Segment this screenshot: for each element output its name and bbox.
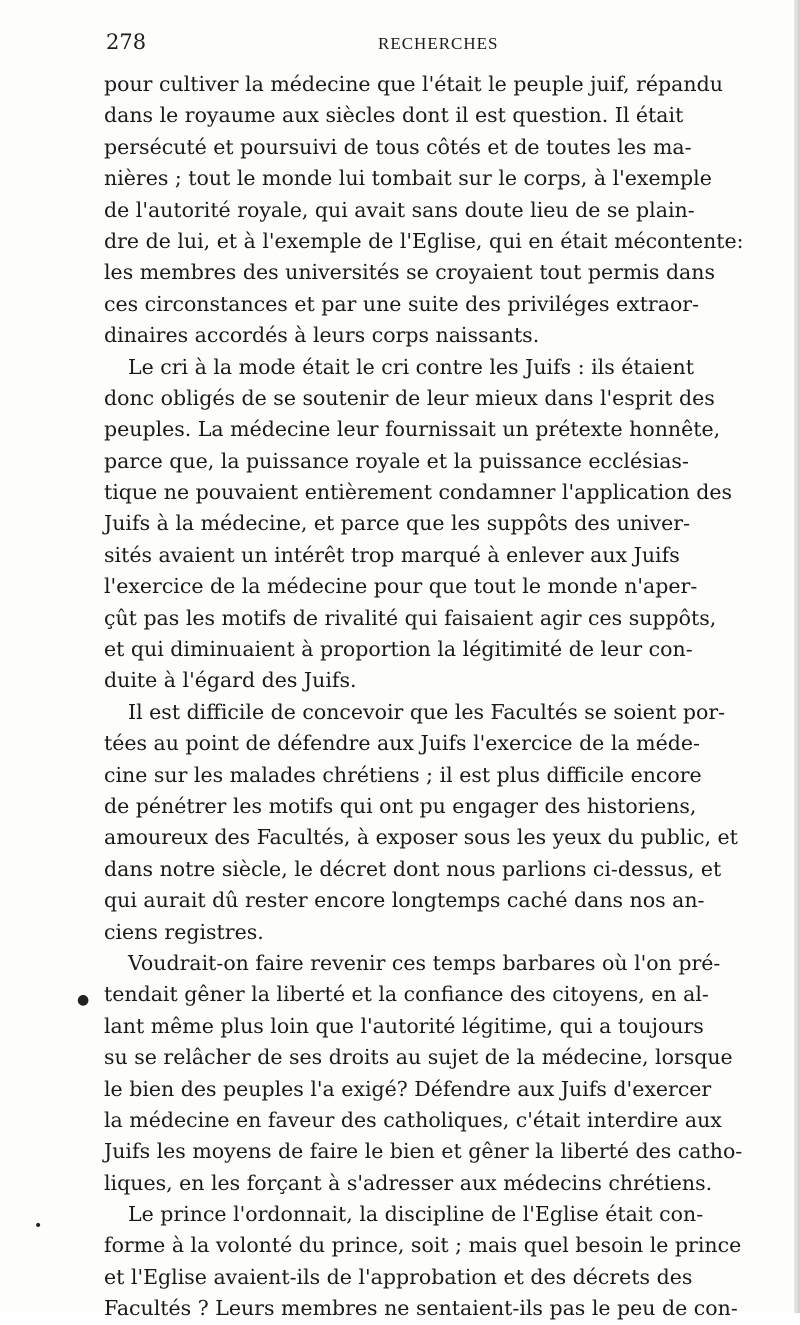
page-number: 278 bbox=[106, 30, 147, 54]
text-line: tique ne pouvaient entièrement condamner l'application des bbox=[104, 480, 733, 505]
text-line: Juifs à la médecine, et parce que les suppôts des univer- bbox=[104, 511, 691, 536]
text-line: su se relâcher de ses droits au sujet de la médecine, lorsque bbox=[104, 1045, 733, 1070]
page-header bbox=[106, 30, 766, 64]
text-line: tendait gêner la liberté et la confiance des citoyens, en al- bbox=[104, 982, 709, 1007]
page-edge-shadow bbox=[794, 0, 800, 1313]
running-title: RECHERCHES bbox=[378, 34, 499, 53]
text-line: de pénétrer les motifs qui ont pu engager des historiens, bbox=[104, 793, 697, 818]
text-line: cine sur les malades chrétiens ; il est plus difficile encore bbox=[104, 762, 702, 787]
margin-dot-mark: ● bbox=[77, 992, 90, 1008]
text-line: lant même plus loin que l'autorité légitime, qui a toujours bbox=[104, 1013, 704, 1038]
text-line: Juifs les moyens de faire le bien et gêner la liberté des catho- bbox=[104, 1139, 743, 1164]
text-line: dans notre siècle, le décret dont nous parlions ci-dessus, et bbox=[104, 856, 722, 881]
text-line: sités avaient un intérêt trop marqué à enlever aux Juifs bbox=[104, 542, 680, 567]
text-line: Le cri à la mode était le cri contre les Juifs : ils étaient bbox=[128, 354, 694, 379]
text-line: le bien des peuples l'a exigé? Défendre aux Juifs d'exercer bbox=[104, 1076, 712, 1101]
text-line: parce que, la puissance royale et la puissance ecclésias- bbox=[104, 448, 689, 473]
text-line: donc obligés de se soutenir de leur mieux dans l'esprit des bbox=[104, 385, 715, 410]
text-line: qui aurait dû rester encore longtemps caché dans nos an- bbox=[104, 888, 705, 913]
text-line: la médecine en faveur des catholiques, c'était interdire aux bbox=[104, 1107, 722, 1132]
text-line: de l'autorité royale, qui avait sans doute lieu de se plain- bbox=[104, 197, 695, 222]
text-line: dinaires accordés à leurs corps naissants. bbox=[104, 323, 540, 348]
text-line: pour cultiver la médecine que l'était le peuple juif, répandu bbox=[104, 72, 723, 96]
text-line: çût pas les motifs de rivalité qui faisaient agir ces suppôts, bbox=[104, 605, 717, 630]
text-line: peuples. La médecine leur fournissait un prétexte honnête, bbox=[104, 417, 721, 442]
text-line: Facultés ? Leurs membres ne sentaient-ils pas le peu de con- bbox=[104, 1296, 738, 1321]
text-line: Voudrait-on faire revenir ces temps barbares où l'on pré- bbox=[128, 950, 721, 975]
text-line: l'exercice de la médecine pour que tout le monde n'aper- bbox=[104, 574, 698, 599]
text-line: forme à la volonté du prince, soit ; mais quel besoin le prince bbox=[104, 1233, 742, 1258]
text-line: et qui diminuaient à proportion la légitimité de leur con- bbox=[104, 637, 693, 662]
text-line: duite à l'égard des Juifs. bbox=[104, 668, 357, 693]
text-line: nières ; tout le monde lui tombait sur le corps, à l'exemple bbox=[104, 166, 712, 191]
text-line: ces circonstances et par une suite des priviléges extraor- bbox=[104, 291, 700, 316]
text-line: tées au point de défendre aux Juifs l'exercice de la méde- bbox=[104, 731, 700, 756]
margin-dot-mark: • bbox=[34, 1218, 43, 1234]
text-line: et l'Eglise avaient-ils de l'approbation et des décrets des bbox=[104, 1264, 693, 1289]
text-line: dans le royaume aux siècles dont il est question. Il était bbox=[104, 103, 684, 128]
text-line: persécuté et poursuivi de tous côtés et de toutes les ma- bbox=[104, 134, 692, 159]
text-line: Le prince l'ordonnait, la discipline de l'Eglise était con- bbox=[128, 1202, 704, 1227]
text-line: Il est difficile de concevoir que les Facultés se soient por- bbox=[128, 699, 726, 724]
text-line: liques, en les forçant à s'adresser aux médecins chrétiens. bbox=[104, 1170, 713, 1195]
text-line: dre de lui, et à l'exemple de l'Eglise, qui en était mécontente: bbox=[104, 228, 744, 253]
text-line: ciens registres. bbox=[104, 919, 264, 944]
text-line: les membres des universités se croyaient tout permis dans bbox=[104, 260, 716, 285]
text-line: amoureux des Facultés, à exposer sous les yeux du public, et bbox=[104, 825, 738, 850]
page-body-text bbox=[104, 69, 758, 1325]
